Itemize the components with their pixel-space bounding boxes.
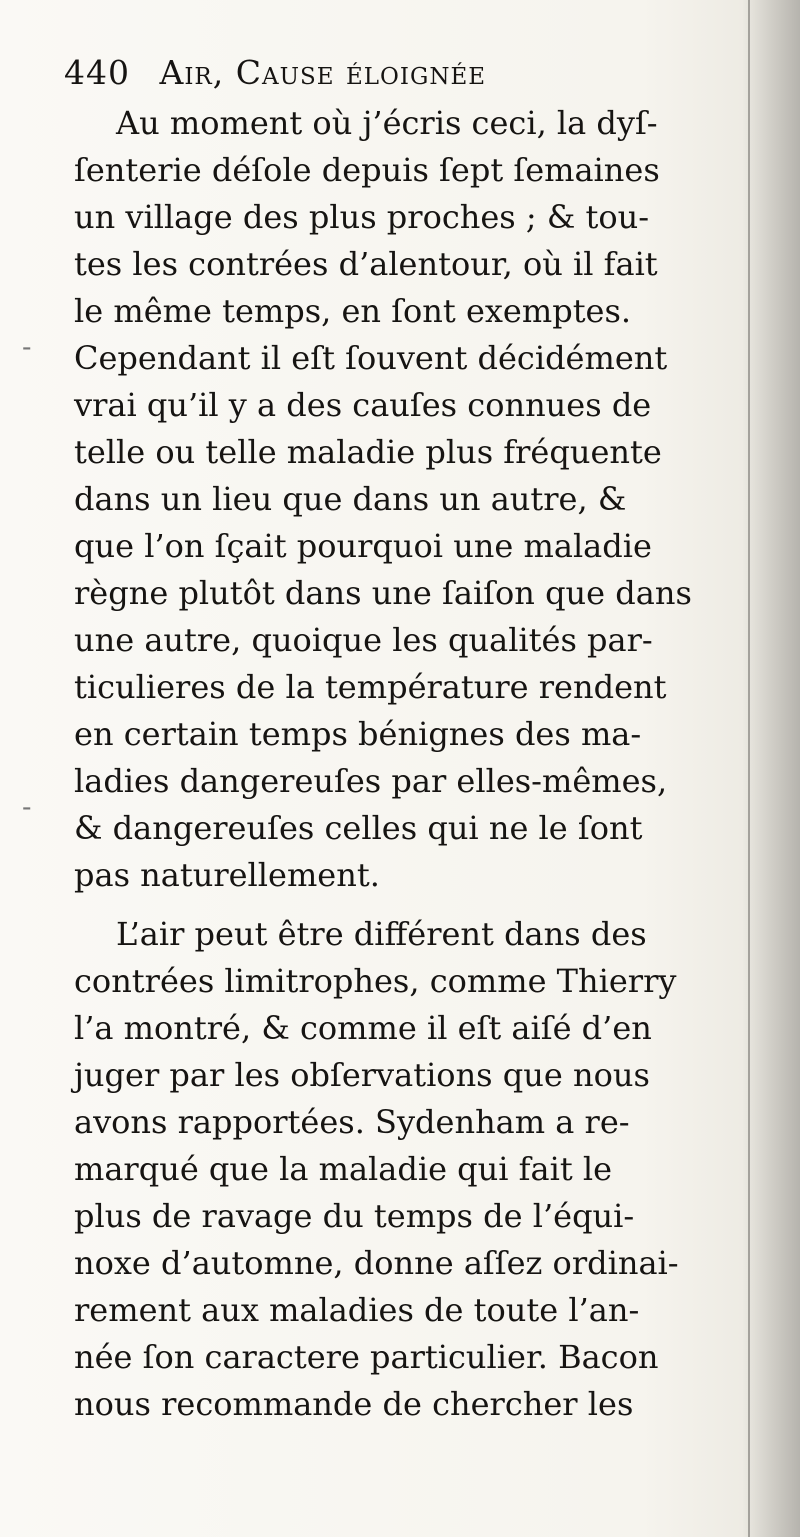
text-line: dans un lieu que dans un autre, & <box>74 480 627 518</box>
text-line: avons rapportées. Sydenham a re- <box>74 1103 630 1141</box>
text-line: Cependant il eſt ſouvent décidément <box>74 339 668 377</box>
margin-tick: - <box>22 790 32 823</box>
text-line: plus de ravage du temps de l’équi- <box>74 1197 635 1235</box>
text-line: rement aux maladies de toute l’an- <box>74 1291 640 1329</box>
page-number: 440 <box>64 53 130 92</box>
text-line: une autre, quoique les qualités par- <box>74 621 653 659</box>
binding-edge <box>748 0 750 1537</box>
binding-shadow <box>742 0 800 1537</box>
body-text <box>74 100 734 1428</box>
text-line: vrai qu’il y a des cauſes connues de <box>74 386 652 424</box>
text-line: juger par les obſervations que nous <box>74 1056 650 1094</box>
text-line: née ſon caractere particulier. Bacon <box>74 1338 659 1376</box>
text-line: marqué que la maladie qui fait le <box>74 1150 613 1188</box>
text-line: l’a montré, & comme il eſt aiſé d’en <box>74 1009 652 1047</box>
text-line: le même temps, en ſont exemptes. <box>74 292 632 330</box>
paragraph-1 <box>74 100 734 899</box>
text-line: & dangereuſes celles qui ne le ſont <box>74 809 643 847</box>
text-line: en certain temps bénignes des ma- <box>74 715 642 753</box>
text-line: L’air peut être différent dans des <box>116 915 647 953</box>
running-header <box>64 48 744 98</box>
margin-tick: - <box>22 330 32 363</box>
running-title: Air, Cause éloignée <box>159 53 487 92</box>
text-line: pas naturellement. <box>74 856 380 894</box>
text-line: ladies dangereuſes par elles-mêmes, <box>74 762 668 800</box>
text-line: que l’on ſçait pourquoi une maladie <box>74 527 652 565</box>
text-line: règne plutôt dans une ſaiſon que dans <box>74 574 692 612</box>
text-line: nous recommande de chercher les <box>74 1385 634 1423</box>
text-line: tes les contrées d’alentour, où il fait <box>74 245 658 283</box>
paragraph-2 <box>74 911 734 1428</box>
text-line: contrées limitrophes, comme Thierry <box>74 962 677 1000</box>
text-line: noxe d’automne, donne aſſez ordinai- <box>74 1244 679 1282</box>
text-line: ticulieres de la température rendent <box>74 668 667 706</box>
text-line: telle ou telle maladie plus fréquente <box>74 433 662 471</box>
text-line: Au moment où j’écris ceci, la dyſ- <box>116 104 658 142</box>
text-line: ſenterie déſole depuis ſept ſemaines <box>74 151 660 189</box>
text-line: un village des plus proches ; & tou- <box>74 198 650 236</box>
